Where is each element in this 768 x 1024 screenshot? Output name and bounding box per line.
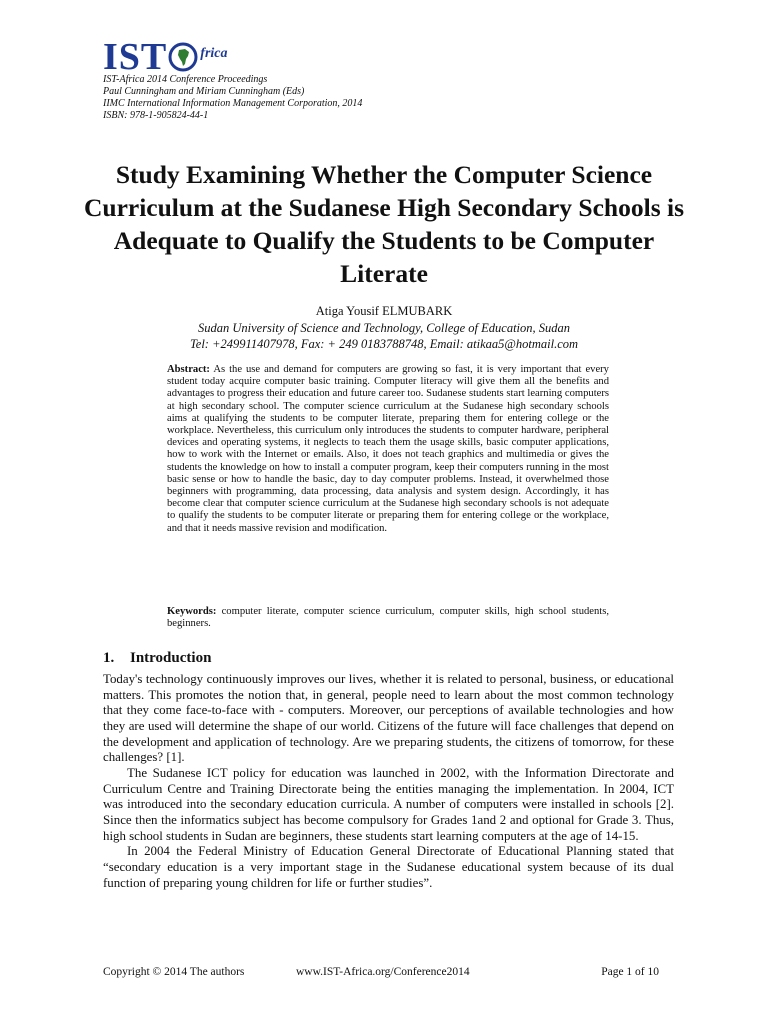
- proceedings-isbn: ISBN: 978-1-905824-44-1: [103, 110, 209, 121]
- section-number: 1.: [103, 650, 115, 666]
- author-affiliation: Sudan University of Science and Technology, College of Education, Sudan: [197, 321, 571, 335]
- abstract-label: Abstract:: [167, 364, 210, 375]
- abstract-text: As the use and demand for computers are growing so fast, it is very important that every student today acquire computer basic training. Computer literacy will give them all the benefits and advantages to progress their education and future career too. Sudanese students start learning computers at high secondary school. The computer science curriculum at the Sudanese high secondary schools aims at qualifying the students to be computer literate, preparing them for entering college or the workplace. Nevertheless, this curriculum only introduces the students to computer hardware, peripheral devices and operating systems, it neglects to teach them the usage skills, basic computer applications, how to work with the Internet or emails. Also, it does not teach graphics and multimedia or gives the students the knowledge on how to install a computer program, keep their computers running in the most basic sense or how to handle the basic, day to day computer problems. Instead, it overwhelmed those beginners with programming, data processing, data analysis and system design. Accordingly, it has become clear that computer science curriculum at the Sudanese high secondary schools is not adequate to qualify the students to be computer literate or preparing them for entering college or the workplace, and that it needs massive revision and modification.: [167, 364, 609, 534]
- ist-africa-logo: [103, 36, 228, 78]
- proceedings-info: [103, 74, 362, 122]
- section-heading: [103, 649, 211, 667]
- keywords-text: computer literate, computer science curriculum, computer skills, high school students, beginners.: [167, 606, 610, 630]
- keywords-label: Keywords:: [167, 606, 217, 617]
- proceedings-line: IST-Africa 2014 Conference Proceedings: [103, 74, 268, 85]
- paragraph: In 2004 the Federal Ministry of Education General Directorate of Educational Planning stated that “secondary education is a very important stage in the Sudanese educational system because of its dual function of preparing young children for life or further studies”.: [103, 844, 674, 890]
- footer-url[interactable]: www.IST-Africa.org/Conference2014: [296, 966, 470, 978]
- footer-page-number: Page 1 of 10: [601, 966, 659, 978]
- paper-title: Study Examining Whether the Computer Science Curriculum at the Sudanese High Secondary Schools is Adequate to Qualify the Students to be Computer Literate: [83, 160, 685, 288]
- body-text: [103, 672, 674, 891]
- author-contact: Tel: +249911407978, Fax: + 249 0183788748, Email: atikaa5@hotmail.com: [189, 337, 579, 351]
- paragraph: The Sudanese ICT policy for education was launched in 2002, with the Information Directorate and Curriculum Centre and Training Directorate being the entities managing the implementation. In 2004, ICT was introduced into the secondary education curricula. A number of computers were installed in schools [2]. Since then the informatics subject has become compulsory for Grades 1and 2 and optional for Grade 3. Thus, high school students in Sudan are beginners, these students start learning computers at the age of 14-15.: [103, 765, 674, 843]
- abstract: [167, 364, 609, 535]
- footer-copyright: Copyright © 2014 The authors: [103, 966, 245, 978]
- globe-icon: [168, 42, 198, 72]
- section-title: Introduction: [130, 650, 212, 666]
- keywords: [167, 606, 609, 630]
- logo-text-frica: frica: [200, 46, 228, 61]
- paragraph: Today's technology continuously improves our lives, whether it is related to personal, business, or educational matters. This promotes the notion that, in general, people need to learn about the most common technology that they come face-to-face with - computers. Moreover, our perceptions of available technologies and how they are used will determine the shape of our world. Citizens of the future will face challenges that depend on the development and application of technology. Are we preparing students, the citizens of tomorrow, for these challenges? [1].: [103, 672, 674, 765]
- proceedings-editors: Paul Cunningham and Miriam Cunningham (Eds): [103, 86, 305, 97]
- logo-text-ist: IST: [103, 36, 168, 78]
- proceedings-publisher: IIMC International Information Management Corporation, 2014: [103, 98, 363, 109]
- author-name: Atiga Yousif ELMUBARK: [315, 304, 453, 318]
